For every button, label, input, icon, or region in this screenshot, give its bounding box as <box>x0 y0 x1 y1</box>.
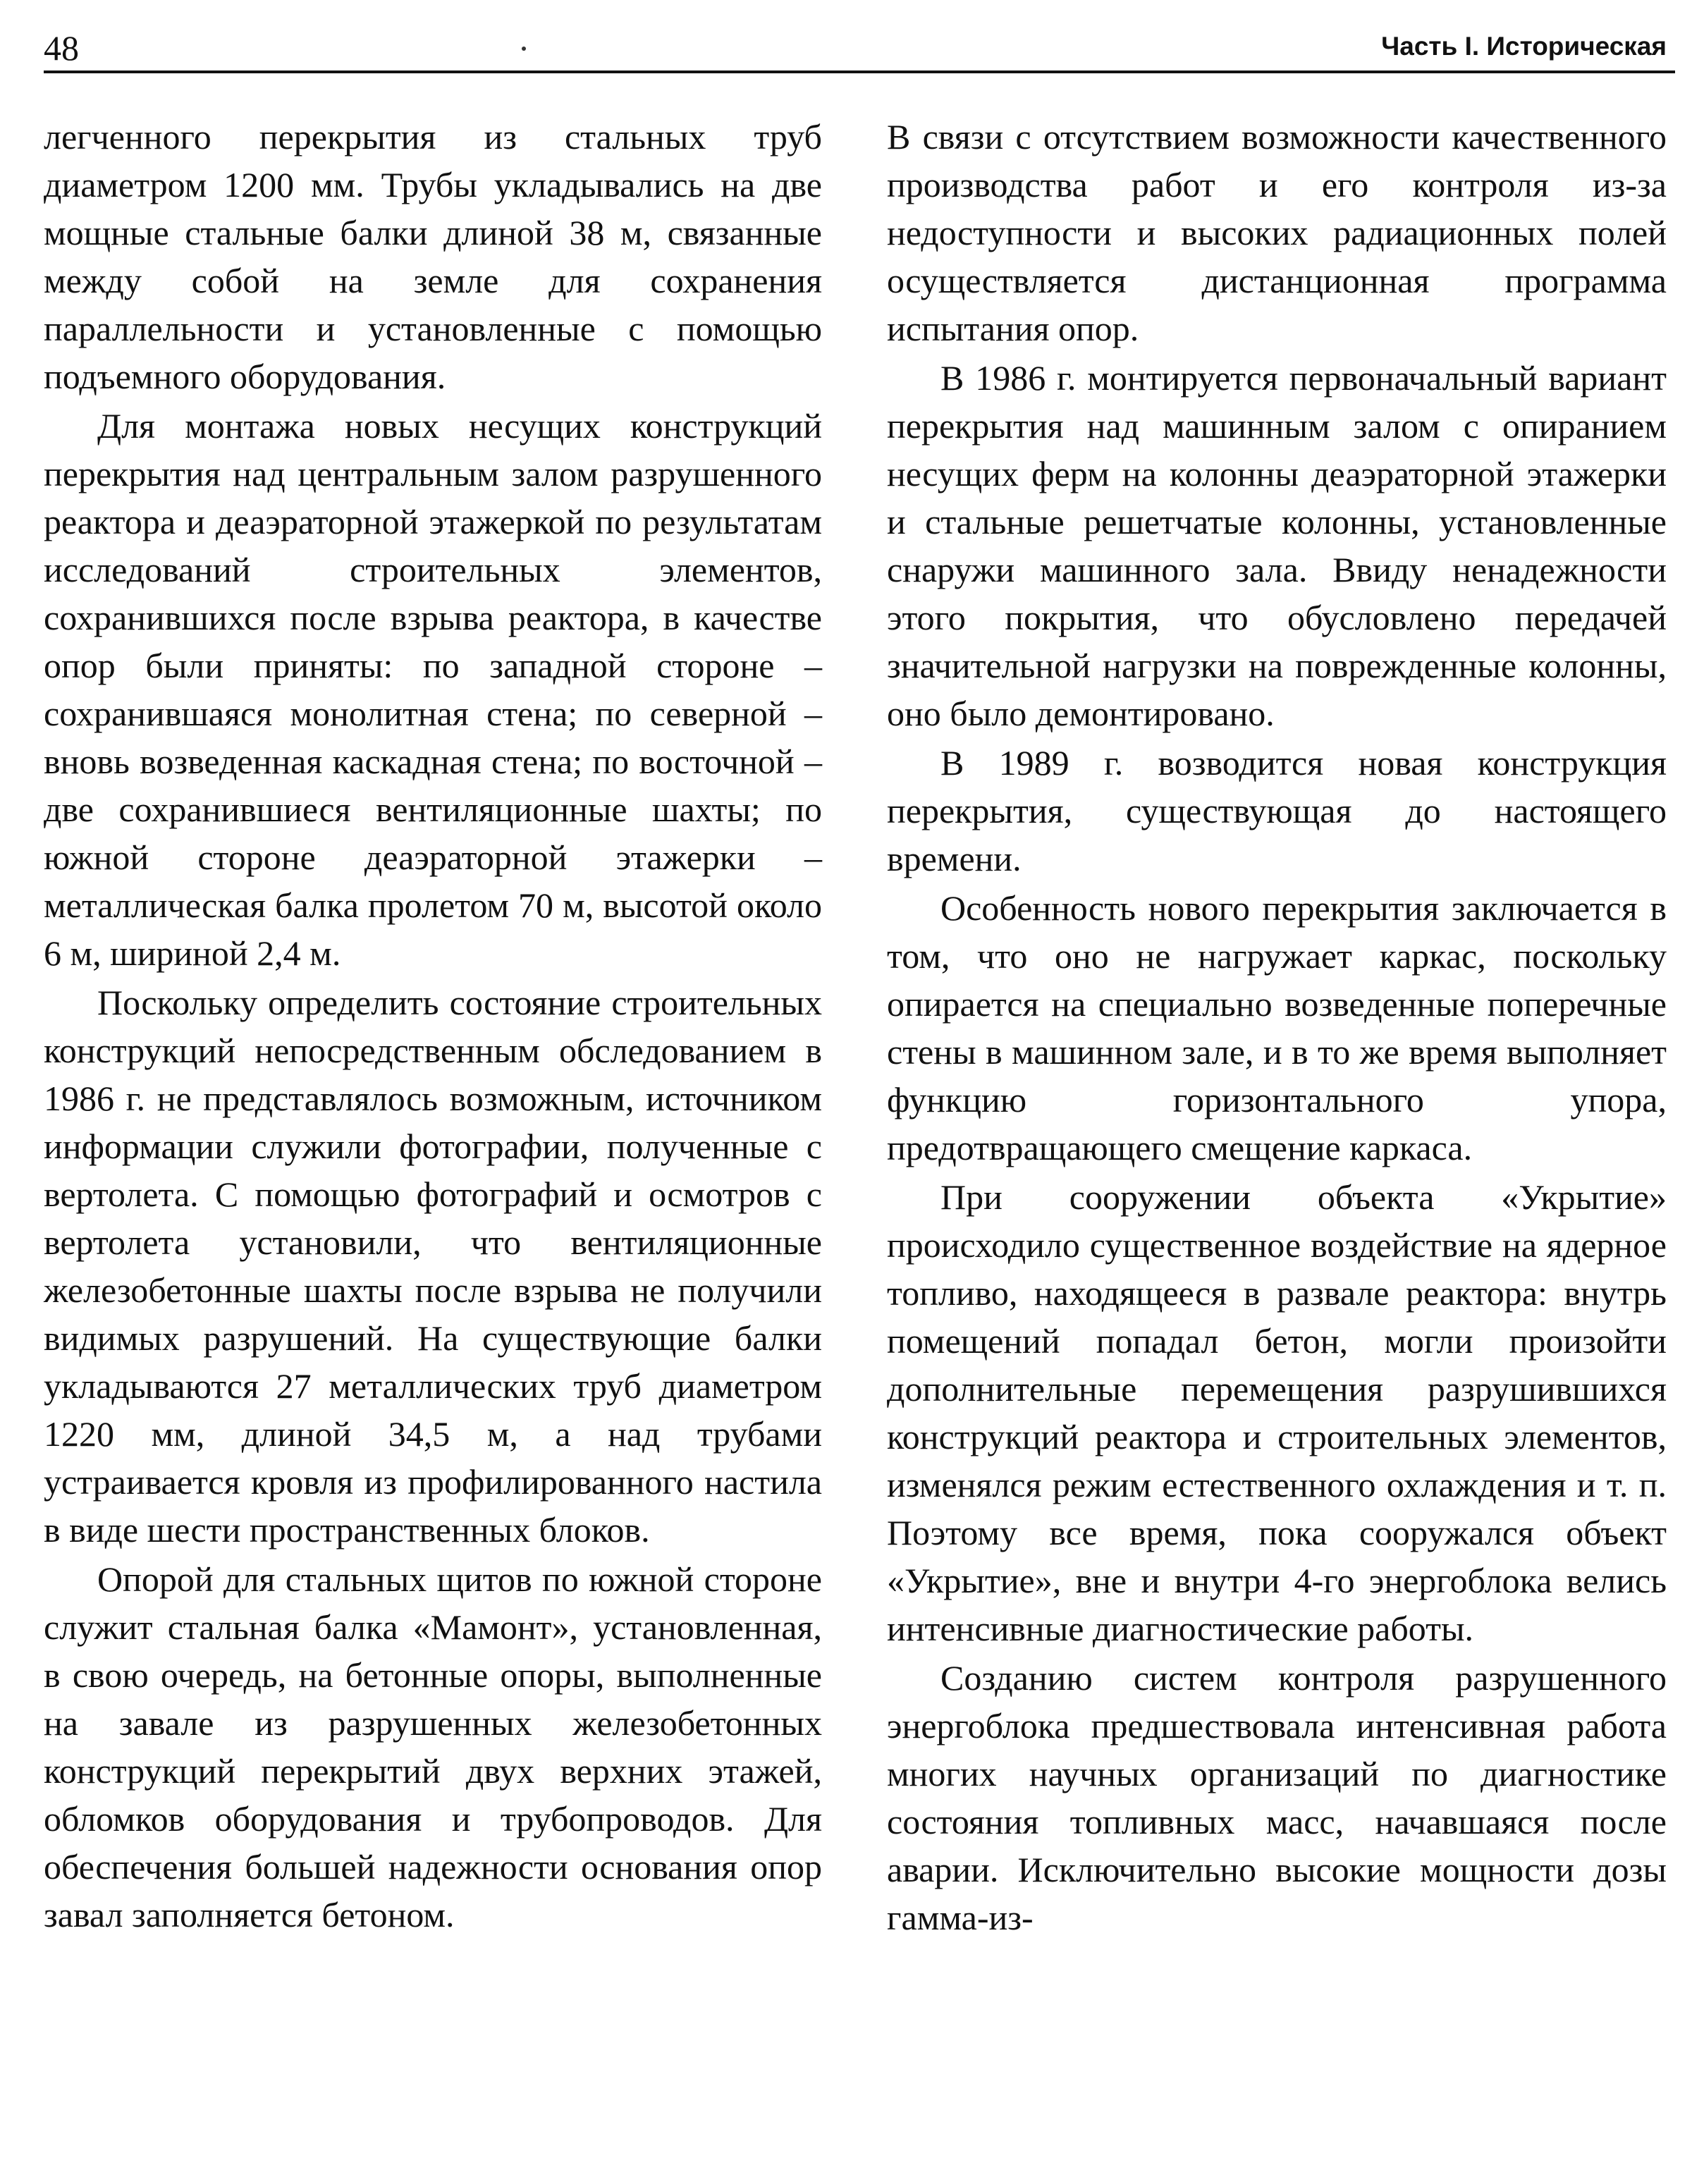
paragraph: Опорой для стальных щитов по южной стороне служит стальная балка «Мамонт», установленная, в свою очередь, на бетонные опоры, выполненные на завале из разрушенных железобетонных конструкций перекрытий двух верхних этажей, обломков оборудования и трубопроводов. Для обеспечения большей надежности основания опор завал заполняется бетоном. <box>44 1559 822 1934</box>
right-column <box>887 113 1667 1941</box>
paragraph: Поскольку определить состояние строительных конструкций непосредственным обследованием в 1986 г. не представлялось возможным, источником информации служили фотографии, полученные с вертолета. С помощью фотографий и осмотров с вертолета установили, что вентиляционные железобетонные шахты после взрыва не получили видимых разрушений. На существующие балки укладываются 27 металлических труб диаметром 1220 мм, длиной 34,5 м, а над трубами устраивается кровля из профилированного настила в виде шести пространственных блоков. <box>44 983 822 1550</box>
paragraph: При сооружении объекта «Укрытие» происходило существенное воздействие на ядерное топливо, находящееся в развале реактора: внутрь помещений попадал бетон, могли произойти дополнительные перемещения разрушившихся конструкций реактора и строительных элементов, изменялся режим естественного охлаждения и т. п. Поэтому все время, пока сооружался объект «Укрытие», вне и внутри 4-го энергоблока велись интенсивные диагностические работы. <box>887 1177 1667 1648</box>
paragraph: В 1989 г. возводится новая конструкция перекрытия, существующая до настоящего времени. <box>887 743 1667 878</box>
paragraph: В 1986 г. монтируется первоначальный вариант перекрытия над машинным залом с опиранием несущих ферм на колонны деаэраторной этажерки и стальные решетчатые колонны, установленные снаружи машинного зала. Ввиду ненадежности этого покрытия, что обусловлено передачей значительной нагрузки на поврежденные колонны, оно было демонтировано. <box>887 358 1667 733</box>
paragraph: Созданию систем контроля разрушенного энергоблока предшествовала интенсивная работа многих научных организаций по диагностике состояния топливных масс, начавшаяся после аварии. Исключительно высокие мощности дозы гамма-из- <box>887 1658 1667 1937</box>
header-rule <box>44 70 1675 73</box>
page-number: 48 <box>44 28 79 68</box>
paragraph: В связи с отсутствием возможности качественного производства работ и его контроля из-за недоступности и высоких радиационных полей осуществляется дистанционная программа испытания опор. <box>887 117 1667 348</box>
paragraph: Особенность нового перекрытия заключается в том, что оно не нагружает каркас, поскольку опирается на специально возведенные поперечные стены в машинном зале, и в то же время выполняет функцию горизонтального упора, предотвращающего смещение каркаса. <box>887 888 1667 1167</box>
paragraph: легченного перекрытия из стальных труб диаметром 1200 мм. Трубы укладывались на две мощные стальные балки длиной 38 м, связанные между собой на земле для сохранения параллельности и установленные с помощью подъемного оборудования. <box>44 117 822 396</box>
header-dot-mark <box>522 47 526 51</box>
paragraph: Для монтажа новых несущих конструкций перекрытия над центральным залом разрушенного реактора и деаэраторной этажеркой по результатам исследований строительных элементов, сохранившихся после взрыва реактора, в качестве опор были приняты: по западной стороне – сохранившаяся монолитная стена; по северной – вновь возведенная каскадная стена; по восточной – две сохранившиеся вентиляционные шахты; по южной стороне деаэраторной этажерки – металлическая балка пролетом 70 м, высотой около 6 м, шириной 2,4 м. <box>44 406 822 973</box>
running-head: Часть I. Историческая <box>1381 32 1667 61</box>
left-column <box>44 113 822 1939</box>
